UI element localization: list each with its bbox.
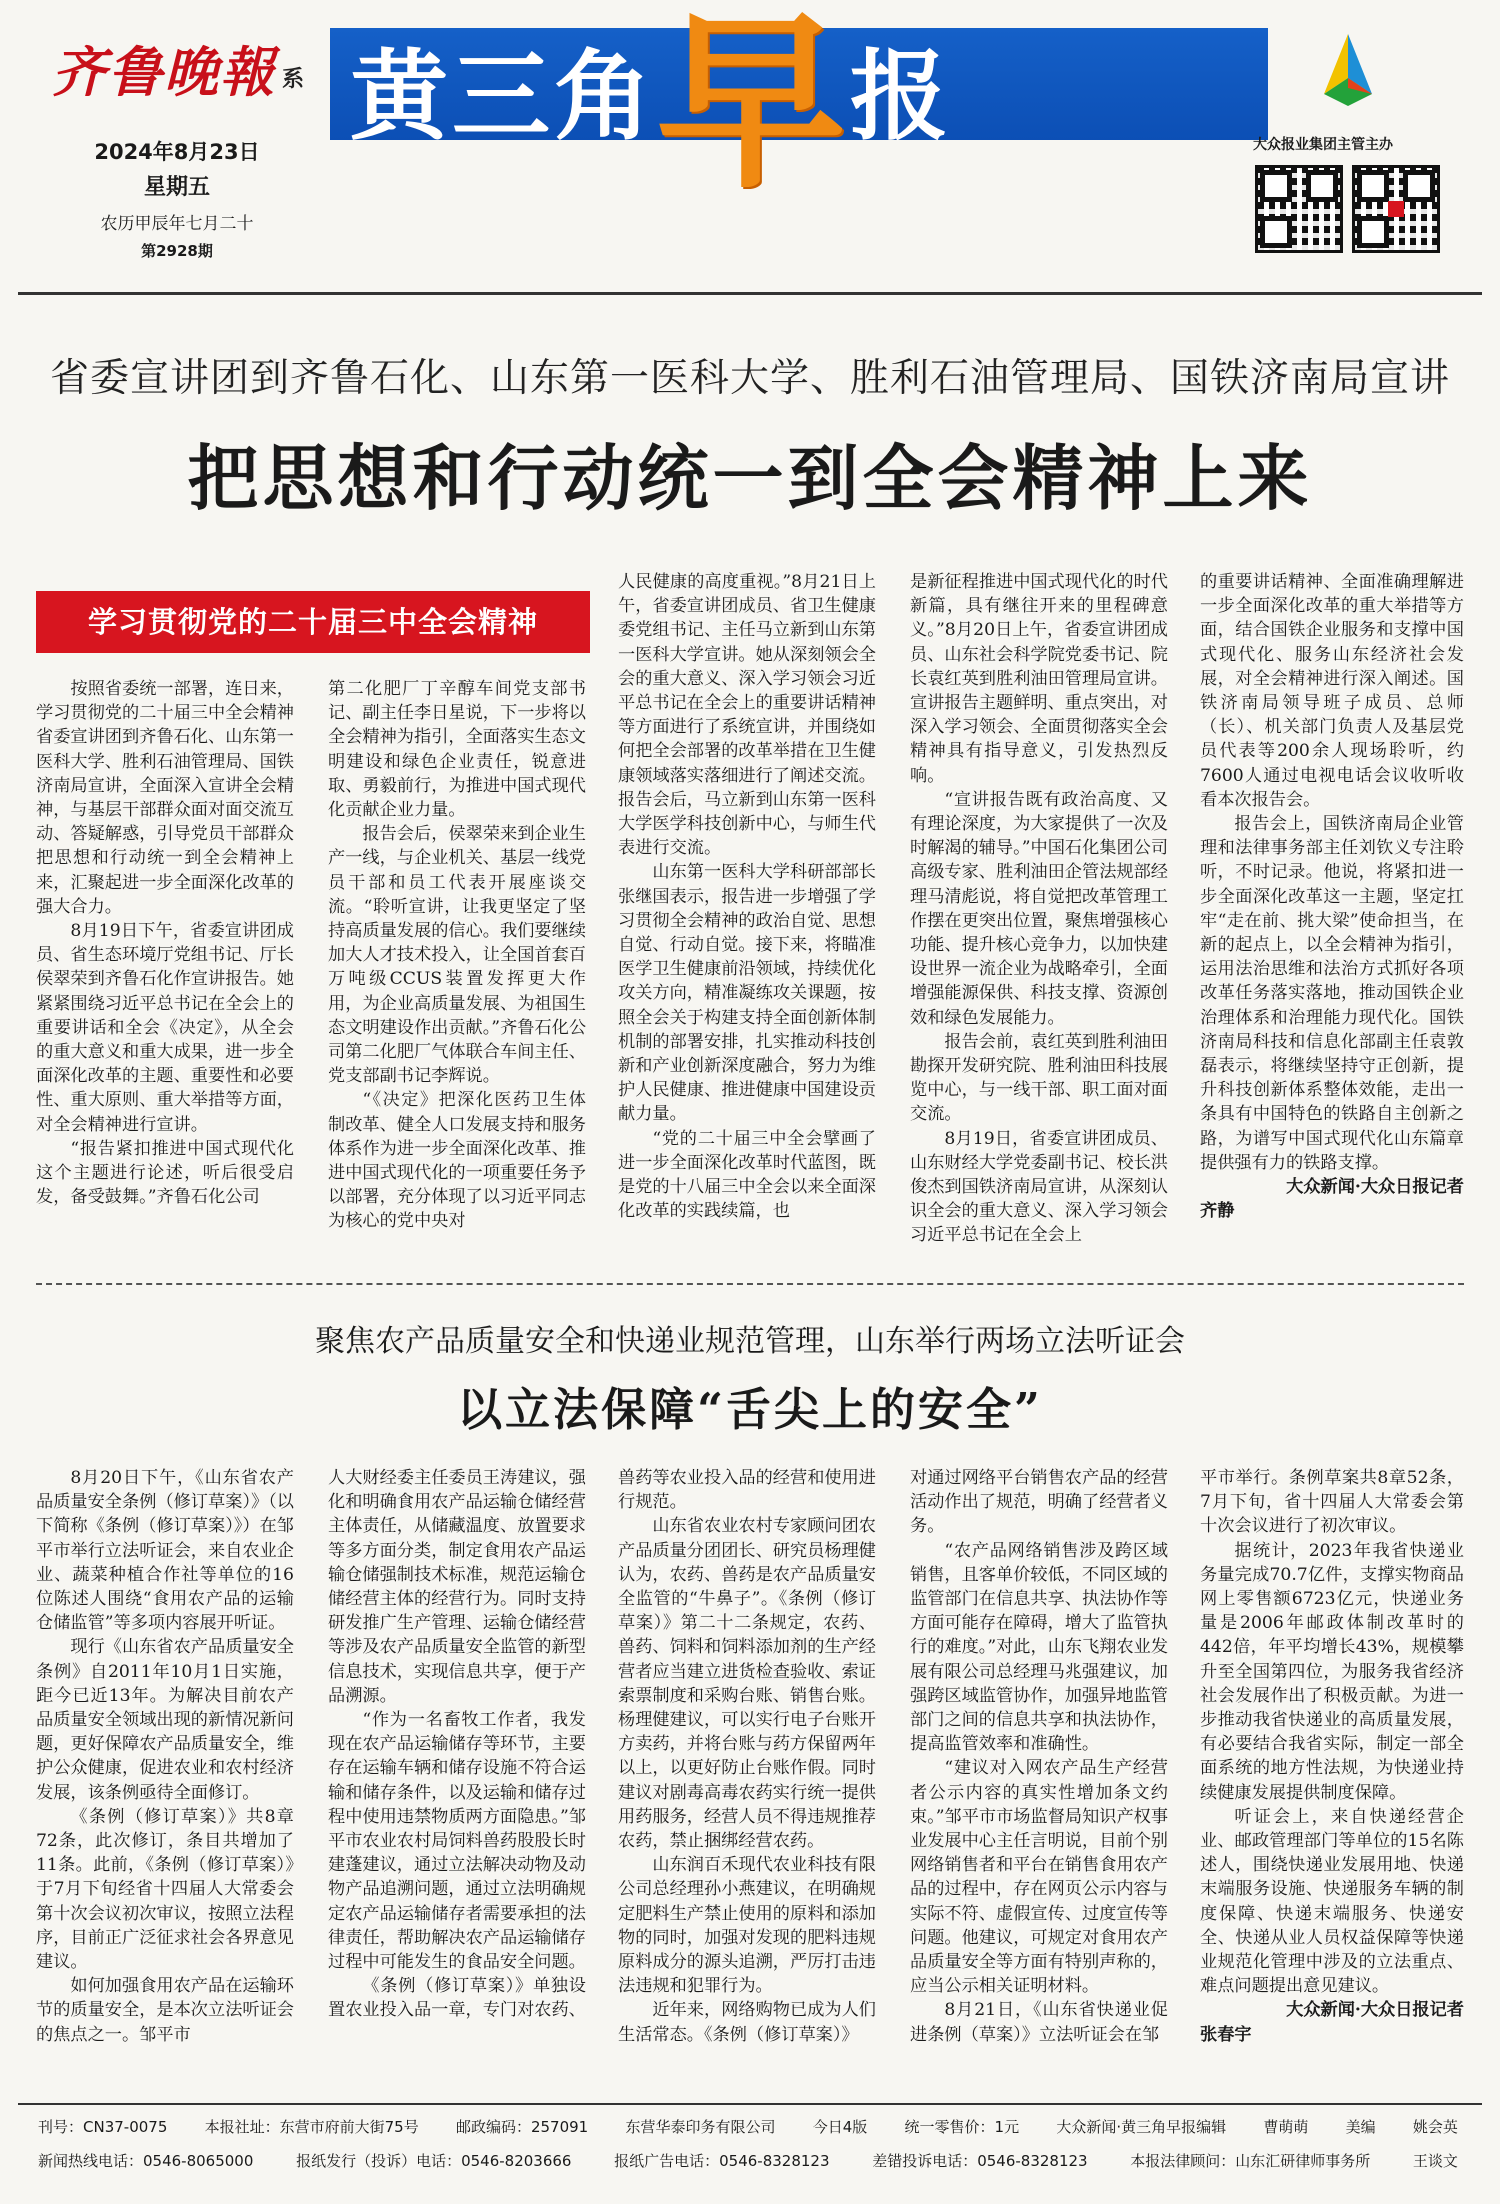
paragraph: 对通过网络平台销售农产品的经营活动作出了规范，明确了经营者义务。 bbox=[910, 1468, 1168, 1537]
footer-item: 新闻热线电话：0546-8065000 bbox=[38, 2152, 254, 2170]
paragraph: 平市举行。条例草案共8章52条，7月下旬，省十四届人大常委会第十次会议进行了初次审议。 bbox=[1200, 1468, 1464, 1537]
column-banner: 学习贯彻党的二十届三中全会精神 bbox=[36, 591, 590, 653]
footer-item: 邮政编码：257091 bbox=[455, 2118, 589, 2136]
paragraph: 的重要讲话精神、全面准确理解进一步全面深化改革的重大举措等方面，结合国铁企业服务和支撑中国式现代化、服务山东经济社会发展，对全会精神进行深入阐述。国铁济南局领导班子成员、总师（长）、机关部门负责人及基层党员代表等200余人现场聆听，约7600人通过电视电话会议收听收看本次报告会。 bbox=[1200, 572, 1464, 810]
footer-item: 美编 bbox=[1345, 2118, 1376, 2136]
paragraph: 《条例（修订草案）》共8章72条，此次修订，条目共增加了11条。此前，《条例（修订草案）》于7月下旬经省十四届人大常委会第十次会议初次审议，按照立法程序，目前正广泛征求社会各界意见建议。 bbox=[36, 1806, 294, 1973]
paragraph: 报告会前，袁红英到胜利油田勘探开发研究院、胜利油田科技展览中心，与一线干部、职工面对面交流。 bbox=[910, 1031, 1168, 1125]
paragraph: 报告会上，国铁济南局企业管理和法律事务部主任刘钦义专注聆听，不时记录。他说，将紧扣进一步全面深化改革这一主题，坚定扛牢“走在前、挑大梁”使命担当，在新的起点上，以全会精神为指引，运用法治思维和法治方式抓好各项改革任务落实落地，推动国铁企业治理体系和治理能力现代化。国铁济南局科技和信息化部副主任袁敦磊表示，将继续坚持守正创新，提升科技创新体系整体效能，走出一条具有中国特色的铁路自主创新之路，为谱写中国式现代化山东篇章提供强有力的铁路支撑。 bbox=[1200, 814, 1464, 1173]
footer-item: 曹萌萌 bbox=[1263, 2118, 1309, 2136]
qr-code-icon bbox=[1352, 165, 1440, 253]
paragraph: 按照省委统一部署，连日来，学习贯彻党的二十届三中全会精神省委宣讲团到齐鲁石化、山东第一医科大学、胜利石油管理局、国铁济南局宣讲，全面深入宣讲全会精神，与基层干部群众面对面交流互动、答疑解惑，引导党员干部群众把思想和行动统一到全会精神上来，汇聚起进一步全面深化改革的强大合力。 bbox=[36, 679, 294, 917]
paragraph: 听证会上，来自快递经营企业、邮政管理部门等单位的15名陈述人，围绕快递业发展用地、快递末端服务设施、快递服务车辆的制度保障、快递末端服务、快递安全、快递从业人员权益保障等快递业规范化管理中涉及的立法重点、难点问题提出意见建议。 bbox=[1200, 1806, 1464, 1997]
paragraph: 是新征程推进中国式现代化的时代新篇，具有继往开来的里程碑意义。”8月20日上午，省委宣讲团成员、山东社会科学院党委书记、院长袁红英到胜利油田管理局宣讲。宣讲报告主题鲜明、重点突出，对深入学习领会、全面贯彻落实全会精神具有指导意义，引发热烈反响。 bbox=[910, 572, 1168, 786]
paragraph: 现行《山东省农产品质量安全条例》自2011年10月1日实施，距今已近13年。为解决目前农产品质量安全领域出现的新情况新问题，更好保障农产品质量安全，维护公众健康，促进农业和农村经济发展，该条例亟待全面修订。 bbox=[36, 1637, 294, 1803]
newspaper-brand-logo: 齐鲁晚報 bbox=[52, 40, 276, 104]
paragraph: 据统计，2023年我省快递业务量完成70.7亿件，支撑实物商品网上零售额6723亿元，快递业务量是2006年邮政体制改革时的442倍，年平均增长43%，规模攀升至全国第四位，为服务我省经济社会发展作出了积极贡献。为进一步推动我省快递业的高质量发展，有必要结合我省实际，制定一部全面系统的地方性法规，为快递业持续健康发展提供制度保障。 bbox=[1200, 1540, 1464, 1803]
paragraph: 人大财经委主任委员王涛建议，强化和明确食用农产品运输仓储经营主体责任，从储藏温度、放置要求等多方面分类，制定食用农产品运输仓储强制技术标准，规范运输仓储经营主体的经营行为。同时支持研发推广生产管理、运输仓储经营等涉及农产品质量安全监管的新型信息技术，实现信息共享，便于产品溯源。 bbox=[328, 1468, 586, 1706]
paragraph: “作为一名畜牧工作者，我发现在农产品运输储存等环节，主要存在运输车辆和储存设施不符合运输和储存条件，以及运输和储存过程中使用违禁物质两方面隐患。”邹平市农业农村局饲料兽药股股长时建蓬建议，通过立法解决动物及动物产品追溯问题，通过立法明确规定农产品运输储存者需要承担的法律责任，帮助解决农产品运输储存过程中可能发生的食品安全问题。 bbox=[328, 1710, 587, 1973]
title-main: 黄三角 bbox=[350, 40, 657, 154]
footer-item: 大众新闻·黄三角早报编辑 bbox=[1056, 2118, 1227, 2136]
footer-item: 王谈文 bbox=[1412, 2152, 1458, 2170]
paragraph: 山东省农业农村专家顾问团农产品质量分团团长、研究员杨理健认为，农药、兽药是农产品质量安全监管的“牛鼻子”。《条例（修订草案）》第二十二条规定，农药、兽药、饲料和饲料添加剂的生产经营者应当建立进货检查验收、索证索票制度和采购台账、销售台账。杨理健建议，可以实行电子台账开方卖药，并将台账与药方保留两年以上，以更好防止台账作假。同时建议对剧毒高毒农药实行统一提供用药服务，经营人员不得违规推荐农药，禁止捆绑经营农药。 bbox=[618, 1516, 876, 1852]
article1-column-5 bbox=[1200, 570, 1464, 1223]
article2-column-2 bbox=[328, 1466, 586, 2023]
paragraph: “宣讲报告既有政治高度、又有理论深度，为大家提供了一次及时解渴的辅导。”中国石化集团公司高级专家、胜利油田企管法规部经理马清彪说，将自觉把改革管理工作摆在更突出位置，聚焦增强核心功能、提升核心竞争力，以加快建设世界一流企业为战略牵引，全面增强能源保供、科技支撑、资源创效和绿色发展能力。 bbox=[910, 789, 1169, 1028]
paragraph: 山东第一医科大学科研部部长张继国表示，报告进一步增强了学习贯彻全会精神的政治自觉、思想自觉、行动自觉。接下来，将瞄准医学卫生健康前沿领域，持续优化攻关方向，精准凝练攻关课题，按照全会关于构建支持全面创新体制机制的部署安排，扎实推动科技创新和产业创新深度融合，努力为维护人民健康、推进健康中国建设贡献力量。 bbox=[618, 862, 876, 1125]
footer-item: 报纸发行（投诉）电话：0546-8203666 bbox=[296, 2152, 572, 2170]
qr-code-icon bbox=[1255, 165, 1343, 253]
paragraph: 报告会后，侯翠荣来到企业生产一线，与企业机关、基层一线党员干部和员工代表开展座谈交流。“聆听宣讲，让我更坚定了坚持高质量发展的信心。我们要继续加大人才技术投入，让全国首套百万吨级CCUS装置发挥更大作用，为企业高质量发展、为祖国生态文明建设作出贡献。”齐鲁石化公司第二化肥厂气体联合车间主任、党支部副书记李辉说。 bbox=[328, 824, 587, 1087]
article1-column-3 bbox=[618, 570, 876, 1223]
issue-number: 第2928期 bbox=[141, 242, 213, 260]
article2-column-4 bbox=[910, 1466, 1168, 2047]
date-block bbox=[92, 136, 262, 261]
article2-column-5 bbox=[1200, 1466, 1464, 2047]
article1-kicker: 省委宣讲团到齐鲁石化、山东第一医科大学、胜利石油管理局、国铁济南局宣讲 bbox=[49, 356, 1450, 401]
footer-row-2 bbox=[38, 2150, 1468, 2171]
brand-suffix: 系 bbox=[282, 66, 305, 92]
footer-item: 差错投诉电话：0546-8328123 bbox=[872, 2152, 1088, 2170]
section-divider bbox=[36, 1283, 1464, 1285]
masthead-rule bbox=[18, 292, 1482, 295]
qr-logo-icon bbox=[1388, 201, 1404, 217]
paragraph: 如何加强食用农产品在运输环节的质量安全，是本次立法听证会的焦点之一。邹平市 bbox=[36, 1976, 294, 2045]
paragraph: 《条例（修订草案）》单独设置农业投入品一章，专门对农药、 bbox=[328, 1976, 586, 2021]
article1-column-2 bbox=[328, 677, 586, 1234]
footer-item: 刊号：CN37-0075 bbox=[38, 2118, 168, 2136]
paragraph: “建议对入网农产品生产经营者公示内容的真实性增加条文约束。”邹平市市场监督局知识产权事业发展中心主任言明说，目前个别网络销售者和平台在销售食用农产品的过程中，存在网页公示内容与实际不符、虚假宣传、过度宣传等问题。他建议，可规定对食用农产品质量安全等方面有特别声称的，应当公示相关证明材料。 bbox=[910, 1758, 1169, 1997]
group-logo-icon bbox=[1310, 32, 1380, 112]
footer-item: 报纸广告电话：0546-8328123 bbox=[614, 2152, 830, 2170]
paragraph: 8月19日，省委宣讲团成员、山东财经大学党委副书记、校长洪俊杰到国铁济南局宣讲，从深刻认识全会的重大意义、深入学习领会习近平总书记在全会上 bbox=[910, 1128, 1168, 1246]
article2-kicker: 聚焦农产品质量安全和快递业规范管理，山东举行两场立法听证会 bbox=[315, 1324, 1185, 1359]
footer-item: 本报社址：东营市府前大街75号 bbox=[204, 2118, 419, 2136]
lunar-date: 农历甲辰年七月二十 bbox=[100, 214, 254, 234]
paragraph: 8月20日下午，《山东省农产品质量安全条例（修订草案）》（以下简称《条例（修订草案）》）在邹平市举行立法听证会，来自农业企业、蔬菜种植合作社等单位的16位陈述人围绕“食用农产品的运输仓储监管”等多项内容展开听证。 bbox=[36, 1468, 294, 1634]
article2-author: 张春宇 bbox=[1200, 2024, 1252, 2045]
article2-headline[interactable]: 以立法保障“舌尖上的安全” bbox=[457, 1383, 1043, 1436]
article2-byline: 大众新闻·大众日报记者 bbox=[1286, 2000, 1464, 2021]
footer-rule bbox=[18, 2103, 1482, 2105]
paragraph: 山东润百禾现代农业科技有限公司总经理孙小燕建议，在明确规定肥料生产禁止使用的原料和添加物的同时，加强对发现的肥料违规原料成分的源头追溯，严厉打击违法违规和犯罪行为。 bbox=[618, 1855, 876, 1997]
paragraph: 8月19日下午，省委宣讲团成员、省生态环境厅党组书记、厅长侯翠荣到齐鲁石化作宣讲报告。她紧紧围绕习近平总书记在全会上的重要讲话和全会《决定》，从全会的重大意义和重大成果，进一步全面深化改革的主题、重要性和必要性、重大原则、重大举措等方面，对全会精神进行宣讲。 bbox=[36, 921, 294, 1135]
footer-row-1 bbox=[38, 2116, 1468, 2137]
title-zao-character: 早 bbox=[656, 0, 851, 214]
footer-item: 本报法律顾问：山东汇研律师事务所 bbox=[1130, 2152, 1371, 2170]
paragraph: “《决定》把深化医药卫生体制改革、健全人口发展支持和服务体系作为进一步全面深化改革、推进中国式现代化的一项重要任务予以部署，充分体现了以习近平同志为核心的党中央对 bbox=[328, 1090, 586, 1232]
issue-weekday: 星期五 bbox=[143, 175, 210, 200]
paragraph: “报告紧扣推进中国式现代化这个主题进行论述，听后很受启发，备受鼓舞。”齐鲁石化公司 bbox=[36, 1138, 294, 1208]
paragraph: 第二化肥厂丁辛醇车间党支部书记、副主任李日星说，下一步将以全会精神为指引，全面落实生态文明建设和绿色企业责任，锐意进取、勇毅前行，为推进中国式现代化贡献企业力量。 bbox=[328, 679, 586, 821]
article2-column-1 bbox=[36, 1466, 294, 2047]
title-end: 报 bbox=[850, 40, 953, 154]
issue-date: 2024年8月23日 bbox=[94, 140, 260, 164]
article2-column-3 bbox=[618, 1466, 876, 2047]
paragraph: 8月21日，《山东省快递业促进条例（草案）》立法听证会在邹 bbox=[910, 2000, 1168, 2045]
article1-byline: 大众新闻·大众日报记者 bbox=[1286, 1177, 1464, 1198]
article1-author: 齐静 bbox=[1200, 1201, 1235, 1222]
article1-column-1 bbox=[36, 677, 294, 1209]
paragraph: “农产品网络销售涉及跨区域销售，且客单价较低，不同区域的监管部门在信息共享、执法协作等方面可能存在障碍，增大了监管执行的难度。”对此，山东飞翔农业发展有限公司总经理马兆强建议，加强跨区域监管协作，加强异地监管部门之间的信息共享和执法协作，提高监管效率和准确性。 bbox=[910, 1540, 1169, 1755]
footer-item: 今日4版 bbox=[812, 2118, 868, 2136]
footer-item: 姚会英 bbox=[1412, 2118, 1458, 2136]
footer-item: 统一零售价：1元 bbox=[904, 2118, 1020, 2136]
article1-headline[interactable]: 把思想和行动统一到全会精神上来 bbox=[187, 436, 1313, 520]
masthead-title bbox=[350, 0, 953, 214]
paragraph: “党的二十届三中全会擘画了进一步全面深化改革时代蓝图，既是党的十八届三中全会以来全面深化改革的实践续篇，也 bbox=[618, 1128, 876, 1222]
paragraph: 兽药等农业投入品的经营和使用进行规范。 bbox=[618, 1468, 876, 1513]
paragraph: 近年来，网络购物已成为人们生活常态。《条例（修订草案）》 bbox=[618, 2000, 876, 2045]
article1-column-4 bbox=[910, 570, 1168, 1248]
publisher-tag: 大众报业集团主管主办 bbox=[1253, 137, 1393, 153]
footer-item: 东营华泰印务有限公司 bbox=[625, 2118, 776, 2136]
paragraph: 人民健康的高度重视。”8月21日上午，省委宣讲团成员、省卫生健康委党组书记、主任马立新到山东第一医科大学宣讲。她从深刻领会全会的重大意义、深入学习领会习近平总书记在全会上的重要讲话精神等方面进行了系统宣讲，并围绕如何把全会部署的改革举措在卫生健康领域落实落细进行了阐述交流。报告会后，马立新到山东第一医科大学医学科技创新中心，与师生代表进行交流。 bbox=[618, 572, 876, 859]
